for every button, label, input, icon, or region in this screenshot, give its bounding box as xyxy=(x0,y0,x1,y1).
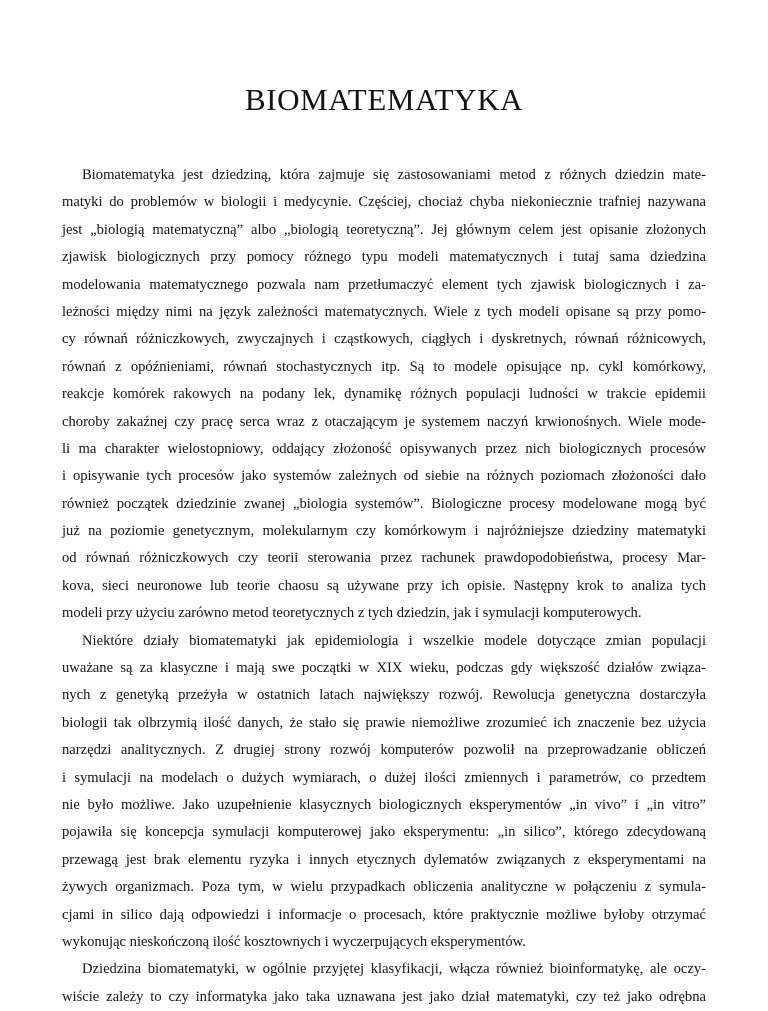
text-line: wiście zależy to czy informatyka jako taka uznawana jest jako dział matematyki, czy też jako odrębna xyxy=(62,988,706,1005)
text-line: pojawiła się koncepcja symulacji komputerowej jako eksperymentu: „in silico”, którego zdecydowaną xyxy=(62,824,706,841)
text-line: przewagą jest brak elementu ryzyka i innych etycznych dylematów związanych z eksperymentami na xyxy=(62,851,706,868)
text-line: również początek dziedzinie zwanej „biologia systemów”. Biologiczne procesy modelowane mogą być xyxy=(62,495,706,512)
text-line: nych z genetyką przeżyła w ostatnich latach największy rozwój. Rewolucja genetyczna dostarczyła xyxy=(62,687,706,704)
text-line: jest „biologią matematyczną” albo „biologią teoretyczną”. Jej głównym celem jest opisanie złożonych xyxy=(62,221,706,238)
text-line: li ma charakter wielostopniowy, oddający złożoność opisywanych przez nich biologicznych procesów xyxy=(62,440,706,457)
text-line: narzędzi analitycznych. Z drugiej strony rozwój komputerów pozwolił na przeprowadzanie obliczeń xyxy=(62,742,706,759)
text-line: Niektóre działy biomatematyki jak epidemiologia i wszelkie modele dotyczące zmian populacji xyxy=(82,632,706,649)
text-line: i opisywanie tych procesów jako systemów zależnych od siebie na różnych poziomach złożoności dało xyxy=(62,468,706,485)
paragraph-3 xyxy=(62,956,706,1011)
text-line: od równań różniczkowych czy teorii sterowania przez rachunek prawdopodobieństwa, procesy Mar- xyxy=(62,550,706,567)
text-line: leżności między nimi na język zależności matematycznych. Wiele z tych modeli opisane są przy pomo- xyxy=(62,303,706,320)
text-line: biologii tak olbrzymią ilość danych, że stało się prawie niemożliwe zrozumieć ich znaczenie bez użycia xyxy=(62,714,706,731)
text-line: zjawisk biologicznych przy pomocy różnego typu modeli matematycznych i tutaj sama dziedzina xyxy=(62,249,706,266)
text-line: Biomatematyka jest dziedziną, która zajmuje się zastosowaniami metod z różnych dziedzin mate- xyxy=(82,167,706,183)
text-line: równań z opóźnieniami, równań stochastycznych itp. Są to modele opisujące np. cykl komórkowy, xyxy=(62,358,706,375)
text-line: kova, sieci neuronowe lub teorie chaosu są używane przy ich opisie. Następny krok to analiza tych xyxy=(62,577,706,594)
text-line: modeli przy użyciu zarówno metod teoretycznych z tych dziedzin, jak i symulacji komputerowych. xyxy=(62,605,642,622)
text-line: uważane są za klasyczne i mają swe początki w XIX wieku, podczas gdy większość działów związa- xyxy=(62,660,706,677)
text-line: modelowania matematycznego pozwala nam przetłumaczyć element tych zjawisk biologicznych i za- xyxy=(62,276,706,293)
text-line: i symulacji na modelach o dużych wymiarach, o dużej ilości zmiennych i parametrów, co przedtem xyxy=(62,769,706,786)
paragraph-2 xyxy=(62,628,706,957)
text-line: żywych organizmach. Poza tym, w wielu przypadkach obliczenia analityczne w połączeniu z symula- xyxy=(62,879,706,896)
document-title: BIOMATEMATYKA xyxy=(244,82,524,117)
text-line: reakcje komórek rakowych na podany lek, dynamikę różnych populacji ludności w trakcie epidemii xyxy=(62,386,706,403)
text-line: matyki do problemów w biologii i medycynie. Częściej, chociaż chyba niekoniecznie trafniej nazywana xyxy=(62,194,706,211)
text-line: Dziedzina biomatematyki, w ogólnie przyjętej klasyfikacji, włącza również bioinformatykę, ale oczy- xyxy=(82,961,706,978)
text-line: wykonując nieskończoną ilość kosztownych i wyczerpujących eksperymentów. xyxy=(62,933,526,950)
text-line: już na poziomie genetycznym, molekularnym czy komórkowym i najróżniejsze dziedziny matematyki xyxy=(62,523,706,540)
text-line: nie było możliwe. Jako uzupełnienie klasycznych biologicznych eksperymentów „in vivo” i „in vitro” xyxy=(62,796,706,813)
document-body xyxy=(62,162,706,1011)
paragraph-1 xyxy=(62,162,706,628)
text-line: choroby zakaźnej czy pracę serca wraz z otaczającym je systemem naczyń krwionośnych. Wiele mode- xyxy=(62,413,706,430)
text-line: cjami in silico dają odpowiedzi i informacje o procesach, które praktycznie możliwe byłoby otrzymać xyxy=(62,906,706,923)
text-line: cy równań różniczkowych, zwyczajnych i cząstkowych, ciągłych i dyskretnych, równań różnicowych, xyxy=(62,331,706,348)
